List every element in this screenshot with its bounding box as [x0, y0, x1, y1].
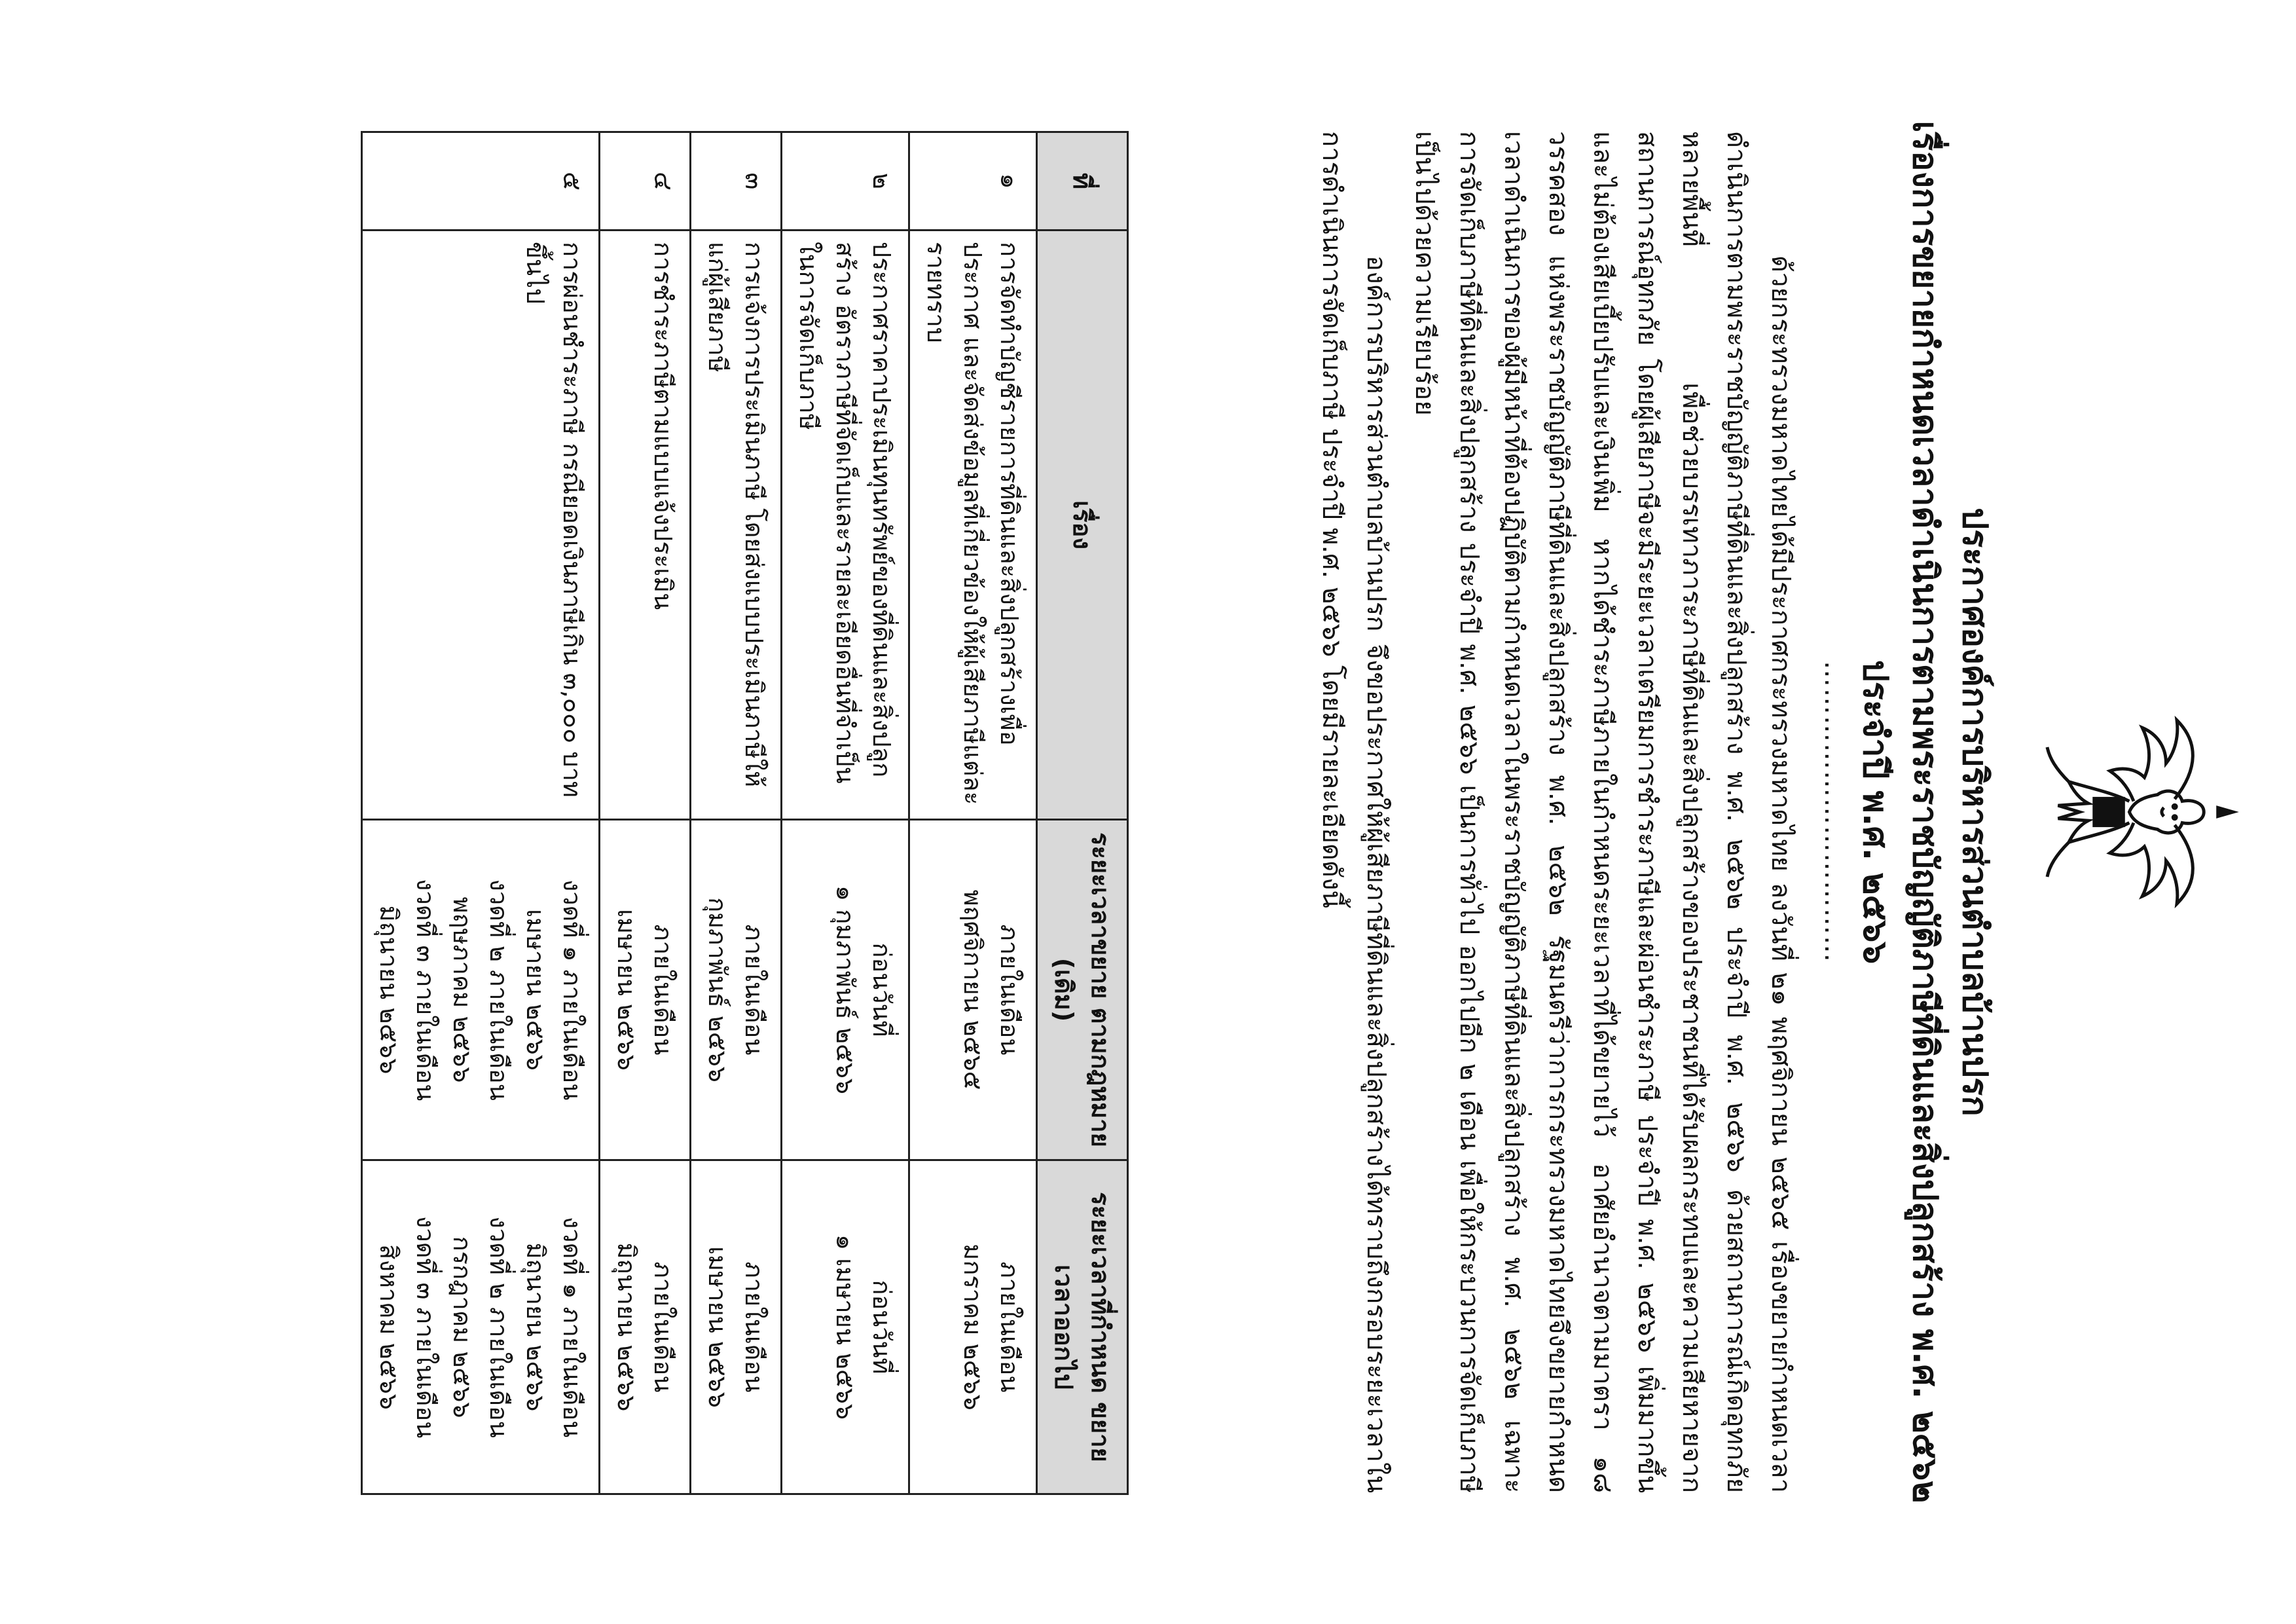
row-original-period	[909, 820, 1036, 1160]
row-no: ๑	[909, 132, 1036, 231]
table-row	[361, 132, 599, 1494]
period-line: ๑ เมษายน ๒๕๖๖	[830, 1234, 860, 1420]
row-subject: การผ่อนชำระภาษี กรณียอดเงินภาษีเกิน ๓,๐๐๐ บาทขึ้นไป	[361, 231, 599, 820]
title-subject: เรื่องการขยายกำหนดเวลาดำเนินการตามพระราชบัญญัติภาษีที่ดินและสิ่งปลูกสร้าง พ.ศ. ๒๕๖๒	[1904, 120, 1944, 1504]
period-line: มิถุนายน ๒๕๖๖	[374, 905, 403, 1075]
period-line: งวดที่ ๓ ภายในเดือน	[410, 1215, 440, 1439]
row-extended-period	[361, 1160, 599, 1494]
period-line: งวดที่ ๒ ภายในเดือน	[484, 1216, 513, 1438]
row-extended-period	[599, 1160, 690, 1494]
table-row	[599, 132, 690, 1494]
period-line: งวดที่ ๓ ภายในเดือน	[410, 878, 440, 1101]
title-separator: ……………………………	[1818, 661, 1849, 963]
period-line: มิถุนายน ๒๕๖๖	[611, 1242, 641, 1412]
header-extended-period: ระยะเวลาที่กำหนด ขยายเวลาออกไป	[1036, 1160, 1127, 1494]
period-line: กุมภาพันธ์ ๒๕๖๖	[702, 897, 732, 1082]
period-line: งวดที่ ๑ ภายในเดือน	[557, 879, 587, 1101]
row-subject: ประกาศราคาประเมินทุนทรัพย์ของที่ดินและสิ่งปลูกสร้าง อัตราภาษีที่จัดเก็บและรายละเอียดอื่นที่จำเป็น ในการจัดเก็บภาษี	[781, 231, 909, 820]
row-extended-period	[690, 1160, 781, 1494]
period-line: สิงหาคม ๒๕๖๖	[374, 1244, 403, 1410]
row-no: ๓	[690, 132, 781, 231]
document-title	[1850, 33, 1999, 1591]
garuda-emblem	[1993, 33, 2242, 1591]
period-line: ก่อนวันที่	[867, 1280, 896, 1375]
body-paragraph-2: องค์การบริหารส่วนตำบลบ้านปรก จึงขอประกาศให้ผู้เสียภาษีที่ดินและสิ่งปลูกสร้างได้ทราบถึงกรอบระยะเวลาในการดำเนินการจัดเก็บภาษี ประจำปี พ.ศ. ๒๕๖๖ โดยมีรายละเอียดดังนี้	[1316, 131, 1391, 1493]
body-paragraph-1: ด้วยกระทรวงมหาดไทยได้มีประกาศกระทรวงมหาดไทย ลงวันที่ ๒๑ พฤศจิกายน ๒๕๖๕ เรื่องขยายกำหนดเวลาดำเนินการตามพระราชบัญญัติภาษีที่ดินและสิ่งปลูกสร้าง พ.ศ. ๒๕๖๒ ประจำปี พ.ศ. ๒๕๖๖ ด้วยสถานการณ์เกิดอุทกภัยหลายพื้นที่ เพื่อช่วยบรรเทาภาระภาษีที่ดินและสิ่งปลูกสร้างของประชาชนที่ได้รับผลกระทบและความเสียหายจากสถานการณ์อุทกภัย โดยผู้เสียภาษีจะมีระยะเวลาเตรียมการชำระภาษีและผ่อนชำระภาษี ประจำปี พ.ศ. ๒๕๖๖ เพิ่มมากขึ้น และไม่ต้องเสียเบี้ยปรับและเงินเพิ่ม หากได้ชำระภาษีภายในกำหนดระยะเวลาที่ได้ขยายไว้ อาศัยอำนาจตามมาตรา ๑๘ วรรคสอง แห่งพระราชบัญญัติภาษีที่ดินและสิ่งปลูกสร้าง พ.ศ. ๒๕๖๒ รัฐมนตรีว่าการกระทรวงมหาดไทยจึงขยายกำหนดเวลาดำเนินการของผู้มีหน้าที่ต้องปฏิบัติตามกำหนดเวลาในพระราชบัญญัติภาษีที่ดินและสิ่งปลูกสร้าง พ.ศ. ๒๕๖๒ เฉพาะการจัดเก็บภาษีที่ดินและสิ่งปลูกสร้าง ประจำปี พ.ศ. ๒๕๖๖ เป็นการทั่วไป ออกไปอีก ๒ เดือน เพื่อให้กระบวนการจัดเก็บภาษีเป็นไปด้วยความเรียบร้อย	[1409, 131, 1796, 1493]
row-no: ๕	[361, 132, 599, 231]
row-extended-period	[909, 1160, 1036, 1494]
period-line: ๑ กุมภาพันธ์ ๒๕๖๖	[830, 885, 860, 1094]
period-line: มิถุนายน ๒๕๖๖	[520, 1242, 550, 1412]
period-line: ภายในเดือน	[994, 1261, 1024, 1393]
header-subject: เรื่อง	[1036, 231, 1127, 820]
row-original-period	[781, 820, 909, 1160]
row-no: ๒	[781, 132, 909, 231]
period-line: มกราคม ๒๕๖๖	[958, 1244, 987, 1411]
row-no: ๔	[599, 132, 690, 231]
row-subject: การแจ้งการประเมินภาษี โดยส่งแบบประเมินภาษีให้แก่ผู้เสียภาษี	[690, 231, 781, 820]
period-line: ภายในเดือน	[739, 924, 769, 1056]
period-line: ภายในเดือน	[994, 924, 1024, 1056]
period-line: ภายในเดือน	[648, 924, 678, 1056]
period-line: พฤศจิกายน ๒๕๖๕	[958, 889, 987, 1090]
garuda-emblem-icon	[2026, 704, 2242, 920]
row-original-period	[599, 820, 690, 1160]
period-line: พฤษภาคม ๒๕๖๖	[447, 896, 477, 1083]
table-row	[781, 132, 909, 1494]
period-line: กรกฎาคม ๒๕๖๖	[447, 1236, 477, 1418]
table-row	[909, 132, 1036, 1494]
header-original-period: ระยะเวลาขยาย ตามกฎหมาย (เดิม)	[1036, 820, 1127, 1160]
title-year: ประจำปี พ.ศ. ๒๕๖๖	[1855, 659, 1895, 965]
period-line: เมษายน ๒๕๖๖	[520, 909, 550, 1071]
document-body	[1305, 131, 1803, 1493]
period-line: เมษายน ๒๕๖๖	[611, 909, 641, 1071]
row-subject: การชำระภาษีตามแบบแจ้งประเมิน	[599, 231, 690, 820]
row-subject: การจัดทำบัญชีรายการที่ดินและสิ่งปลูกสร้างเพื่อประกาศ และจัดส่งข้อมูลที่เกี่ยวข้องให้ผู้เสียภาษีแต่ละรายทราบ	[909, 231, 1036, 820]
header-no: ที่	[1036, 132, 1127, 231]
period-line: ก่อนวันที่	[867, 942, 896, 1037]
row-extended-period	[781, 1160, 909, 1494]
period-line: งวดที่ ๒ ภายในเดือน	[484, 879, 513, 1101]
period-line: ภายในเดือน	[739, 1261, 769, 1393]
title-organization: ประกาศองค์การบริหารส่วนตำบลบ้านปรก	[1954, 507, 1994, 1116]
period-line: ภายในเดือน	[648, 1261, 678, 1393]
rotated-page	[35, 33, 2261, 1591]
table-header-row	[1036, 132, 1127, 1494]
period-line: งวดที่ ๑ ภายในเดือน	[557, 1216, 587, 1438]
row-original-period	[690, 820, 781, 1160]
schedule-table	[361, 131, 1129, 1495]
period-line: เมษายน ๒๕๖๖	[702, 1246, 732, 1408]
table-row	[690, 132, 781, 1494]
row-original-period	[361, 820, 599, 1160]
